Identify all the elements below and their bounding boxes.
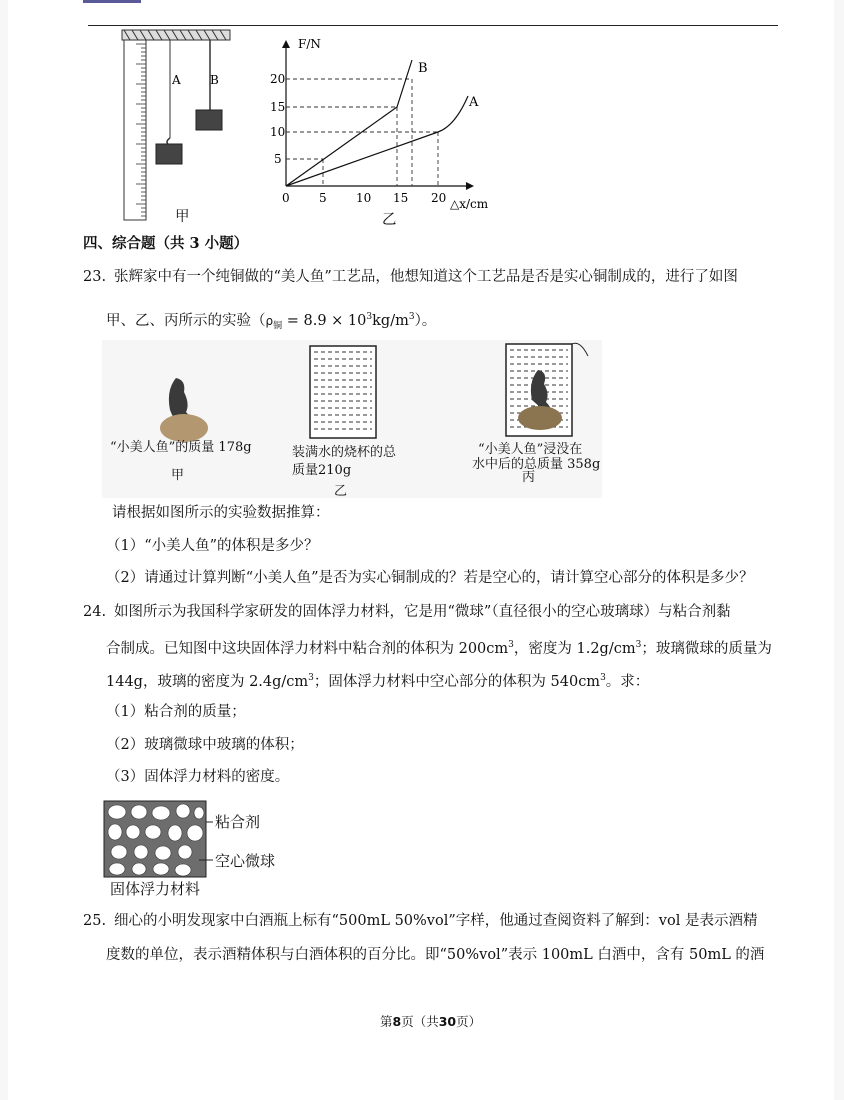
fig-jia-caption: “小美人鱼”的质量 178g [110, 440, 252, 455]
q23-line2-prefix: 甲、乙、丙所示的实验（ [106, 312, 266, 329]
spring-label-b: B [210, 73, 219, 87]
graph-x-tick: 20 [431, 191, 447, 205]
q23-ask: 请根据如图所示的实验数据推算： [112, 505, 330, 521]
footer-total-pages: 30 [438, 1014, 457, 1029]
q25-line2: 度数的单位，表示酒精体积与白酒体积的百分比。即“50%vol”表示 100mL 白酒中，含有 50mL 的酒 [106, 947, 765, 963]
fig-label-hollow-sphere: 空心微球 [215, 852, 276, 870]
force-extension-graph [270, 34, 510, 210]
q25-number: 25. [83, 913, 107, 929]
graph-x-axis-label: △x/cm [450, 197, 489, 210]
q24-line2-part: ；玻璃微球的质量为 [641, 640, 772, 657]
graph-y-axis-label: F/N [298, 37, 321, 51]
fig-label-binder: 粘合剂 [215, 813, 261, 831]
superscript-3: 3 [635, 640, 642, 650]
top-accent-bar [83, 0, 141, 3]
q24-line2-part: 合制成。已知图中这块固体浮力材料中粘合剂的体积为 200cm [106, 640, 509, 657]
section-heading: 四、综合题（共 3 小题） [83, 235, 249, 252]
fig-yi-label: 乙 [334, 484, 348, 499]
q23-line2 [106, 307, 436, 337]
q25-line1: 细心的小明发现家中白酒瓶上标有“500mL 50%vol”字样，他通过查阅资料了解到：vol 是表示酒精 [114, 913, 758, 929]
fig-yi-caption-2: 质量210g [292, 463, 352, 478]
graph-x-tick: 10 [356, 191, 372, 205]
figure-caption-jia-top: 甲 [175, 209, 190, 225]
graph-y-tick: 20 [270, 72, 286, 86]
q23-sub2: （2）请通过计算判断“小美人鱼”是否为实心铜制成的？若是空心的，请计算空心部分的体积是多少？ [106, 570, 754, 586]
footer-suffix: 页） [456, 1014, 482, 1029]
q24-sub3: （3）固体浮力材料的密度。 [106, 769, 290, 785]
q24-line3 [106, 668, 649, 692]
density-value: = 8.9 × 10 [282, 312, 367, 329]
q23-line1: 张辉家中有一个纯铜做的“美人鱼”工艺品，他想知道这个工艺品是否是实心铜制成的，进行了如图 [114, 269, 738, 285]
graph-y-tick: 10 [270, 125, 286, 139]
density-unit: kg/m [372, 312, 409, 329]
page-footer [380, 1012, 481, 1030]
q24-line1: 如图所示为我国科学家研发的固体浮力材料，它是用“微球”（直径很小的空心玻璃球）与粘合剂黏 [114, 604, 731, 620]
superscript-3: 3 [308, 673, 314, 683]
q24-line3-part: 。求： [605, 673, 650, 690]
fig-bing-label: 丙 [522, 470, 536, 485]
graph-y-tick: 15 [270, 100, 286, 114]
q24-line2 [106, 635, 772, 659]
q24-line3-part: ；固体浮力材料中空心部分的体积为 540cm [313, 673, 601, 690]
spring-label-a: A [172, 73, 181, 87]
footer-page-number: 8 [392, 1014, 402, 1029]
graph-line-b-label: B [418, 61, 428, 76]
fig-bing-caption-2: 水中后的总质量 358g [472, 457, 601, 472]
figure-caption-yi-top: 乙 [382, 212, 397, 228]
graph-origin-label: 0 [282, 191, 290, 205]
q24-sub1: （1）粘合剂的质量； [106, 704, 246, 720]
graph-x-tick: 5 [319, 191, 327, 205]
buoyancy-material-figure [103, 800, 213, 880]
graph-line-a-label: A [469, 95, 479, 110]
superscript-3: 3 [600, 673, 606, 683]
q24-line3-part: 144g，玻璃的密度为 2.4g/cm [106, 673, 309, 690]
q24-line2-part: ，密度为 1.2g/cm [513, 640, 636, 657]
q23-line2-suffix: ）。 [414, 312, 437, 329]
spring-apparatus-figure [110, 26, 250, 226]
density-subscript: 铜 [273, 321, 283, 332]
q23-number: 23. [83, 269, 107, 285]
fig-caption-buoyancy: 固体浮力材料 [110, 880, 201, 898]
density-exponent: 3 [366, 312, 373, 322]
q23-sub1: （1）“小美人鱼”的体积是多少？ [106, 538, 319, 554]
fig-jia-label: 甲 [171, 468, 185, 483]
q24-sub2: （2）玻璃微球中玻璃的体积； [106, 737, 304, 753]
density-symbol: ρ [265, 313, 274, 328]
document-page [8, 0, 834, 1100]
graph-x-tick: 15 [393, 191, 409, 205]
graph-y-tick: 5 [274, 152, 282, 166]
footer-prefix: 第 [380, 1014, 393, 1029]
footer-middle: 页（共 [401, 1014, 439, 1029]
density-unit-exponent: 3 [408, 312, 415, 322]
q24-number: 24. [83, 604, 107, 620]
fig-bing-caption-1: “小美人鱼”浸没在 [478, 442, 583, 457]
superscript-3: 3 [508, 640, 514, 650]
fig-yi-caption-1: 装满水的烧杯的总 [292, 445, 397, 460]
